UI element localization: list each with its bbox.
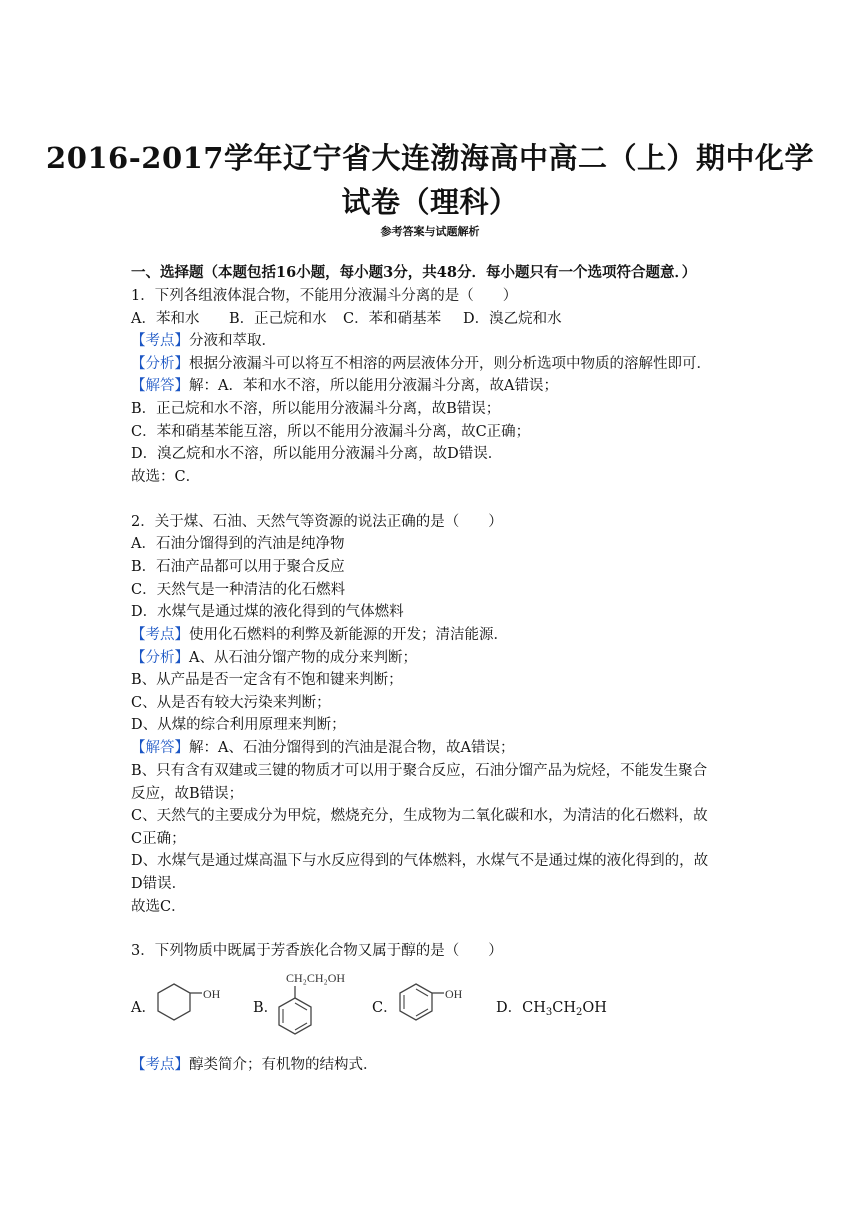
- q1-line: B．正己烷和水不溶，所以能用分液漏斗分离，故B错误；: [131, 401, 501, 417]
- q2-line: D错误．: [131, 876, 187, 892]
- q2-line: 反应，故B错误；: [131, 786, 244, 802]
- q2-fenxi-line: C、从是否有较大污染来判断；: [131, 695, 331, 711]
- q1-fenxi: [131, 354, 711, 374]
- cyclohexanol-structure: [152, 978, 232, 1034]
- q2-stem: 2．关于煤、石油、天然气等资源的说法正确的是（ ）: [131, 514, 503, 530]
- fenxi-tag: 【分析】: [131, 650, 189, 666]
- q2-line: C正确；: [131, 831, 186, 847]
- phenol-structure: [394, 978, 474, 1034]
- formula-part: OH: [582, 1000, 607, 1016]
- q1-kaodian-text: 分液和萃取．: [189, 333, 276, 349]
- q1-jieda: [131, 376, 558, 396]
- hydroxyl-label: OH: [203, 987, 221, 1001]
- q2-jieda-text: 解：A、石油分馏得到的汽油是混合物，故A错误；: [189, 740, 515, 756]
- document-title-line1: 2016-2017学年辽宁省大连渤海高中高二（上）期中化学: [46, 141, 814, 175]
- document-title-line2: 试卷（理科）: [341, 185, 519, 219]
- kaodian-tag: 【考点】: [131, 627, 189, 643]
- jieda-tag: 【解答】: [131, 740, 189, 756]
- q1-options: [131, 309, 562, 329]
- q3-option-d: [496, 998, 607, 1023]
- document-subtitle: 参考答案与试题解析: [380, 225, 480, 238]
- formula-part: CH: [552, 1000, 576, 1016]
- hydroxyl-label: OH: [445, 987, 463, 1001]
- q2-line: C、天然气的主要成分为甲烷，燃烧充分，生成物为二氧化碳和水，为清洁的化石燃料，故: [131, 808, 708, 824]
- formula-subscript: 3: [545, 1007, 553, 1018]
- q2-fenxi-line: B、从产品是否一定含有不饱和键来判断；: [131, 672, 403, 688]
- q2-line: B、只有含有双建或三键的物质才可以用于聚合反应，石油分馏产品为烷烃，不能发生聚合: [131, 763, 708, 779]
- formula-subscript: 2: [576, 1007, 583, 1018]
- q1-option-d: D．溴乙烷和水: [463, 311, 562, 327]
- q3-kaodian-text: 醇类简介；有机物的结构式．: [189, 1057, 378, 1073]
- q1-option-a: A．苯和水: [131, 311, 200, 327]
- q1-fenxi-text: 根据分液漏斗可以将互不相溶的两层液体分开，则分析选项中物质的溶解性即可．: [189, 356, 711, 372]
- section-heading: 一、选择题（本题包括16小题，每小题3分，共48分．每小题只有一个选项符合题意．）: [131, 264, 697, 281]
- q2-option-b: B．石油产品都可以用于聚合反应: [131, 559, 345, 575]
- q1-kaodian: [131, 331, 276, 351]
- q2-jieda: [131, 738, 514, 758]
- jieda-tag: 【解答】: [131, 378, 189, 394]
- fenxi-tag: 【分析】: [131, 356, 189, 372]
- q3-stem: 3．下列物质中既属于芳香族化合物又属于醇的是（ ）: [131, 943, 503, 959]
- q3-option-a-label: A．: [131, 1000, 156, 1016]
- q3-option-c-label: C．: [372, 1000, 398, 1016]
- q2-answer: 故选C．: [131, 899, 186, 915]
- q2-fenxi-line: D、从煤的综合利用原理来判断；: [131, 717, 346, 733]
- q1-jieda-text: 解：A．苯和水不溶，所以能用分液漏斗分离，故A错误；: [189, 378, 558, 394]
- q2-fenxi-text: A、从石油分馏产物的成分来判断；: [189, 650, 417, 666]
- q2-line: D、水煤气是通过煤高温下与水反应得到的气体燃料，水煤气不是通过煤的液化得到的，故: [131, 853, 709, 869]
- q1-option-b: B．正己烷和水: [229, 311, 327, 327]
- kaodian-tag: 【考点】: [131, 1057, 189, 1073]
- q2-kaodian: [131, 625, 508, 645]
- phenylethanol-structure: [268, 965, 368, 1043]
- q1-answer: 故选：C．: [131, 469, 201, 485]
- q1-option-c: C．苯和硝基苯: [343, 311, 442, 327]
- q1-stem: 1．下列各组液体混合物，不能用分液漏斗分离的是（ ）: [131, 288, 518, 304]
- kaodian-tag: 【考点】: [131, 333, 189, 349]
- q3-kaodian: [131, 1055, 378, 1075]
- q2-fenxi: [131, 648, 417, 668]
- q3-option-b-label: B．: [253, 1000, 279, 1016]
- q2-option-d: D．水煤气是通过煤的液化得到的气体燃料: [131, 604, 404, 620]
- q1-line: C．苯和硝基苯能互溶，所以不能用分液漏斗分离，故C正确；: [131, 424, 531, 440]
- q2-option-c: C．天然气是一种清洁的化石燃料: [131, 582, 346, 598]
- q1-line: D．溴乙烷和水不溶，所以能用分液漏斗分离，故D错误．: [131, 446, 503, 462]
- q2-kaodian-text: 使用化石燃料的利弊及新能源的开发；清洁能源．: [189, 627, 508, 643]
- q2-option-a: A．石油分馏得到的汽油是纯净物: [131, 536, 345, 552]
- formula-part: D．CH: [496, 1000, 546, 1016]
- side-chain-label: CH₂CH₂OH: [286, 971, 346, 985]
